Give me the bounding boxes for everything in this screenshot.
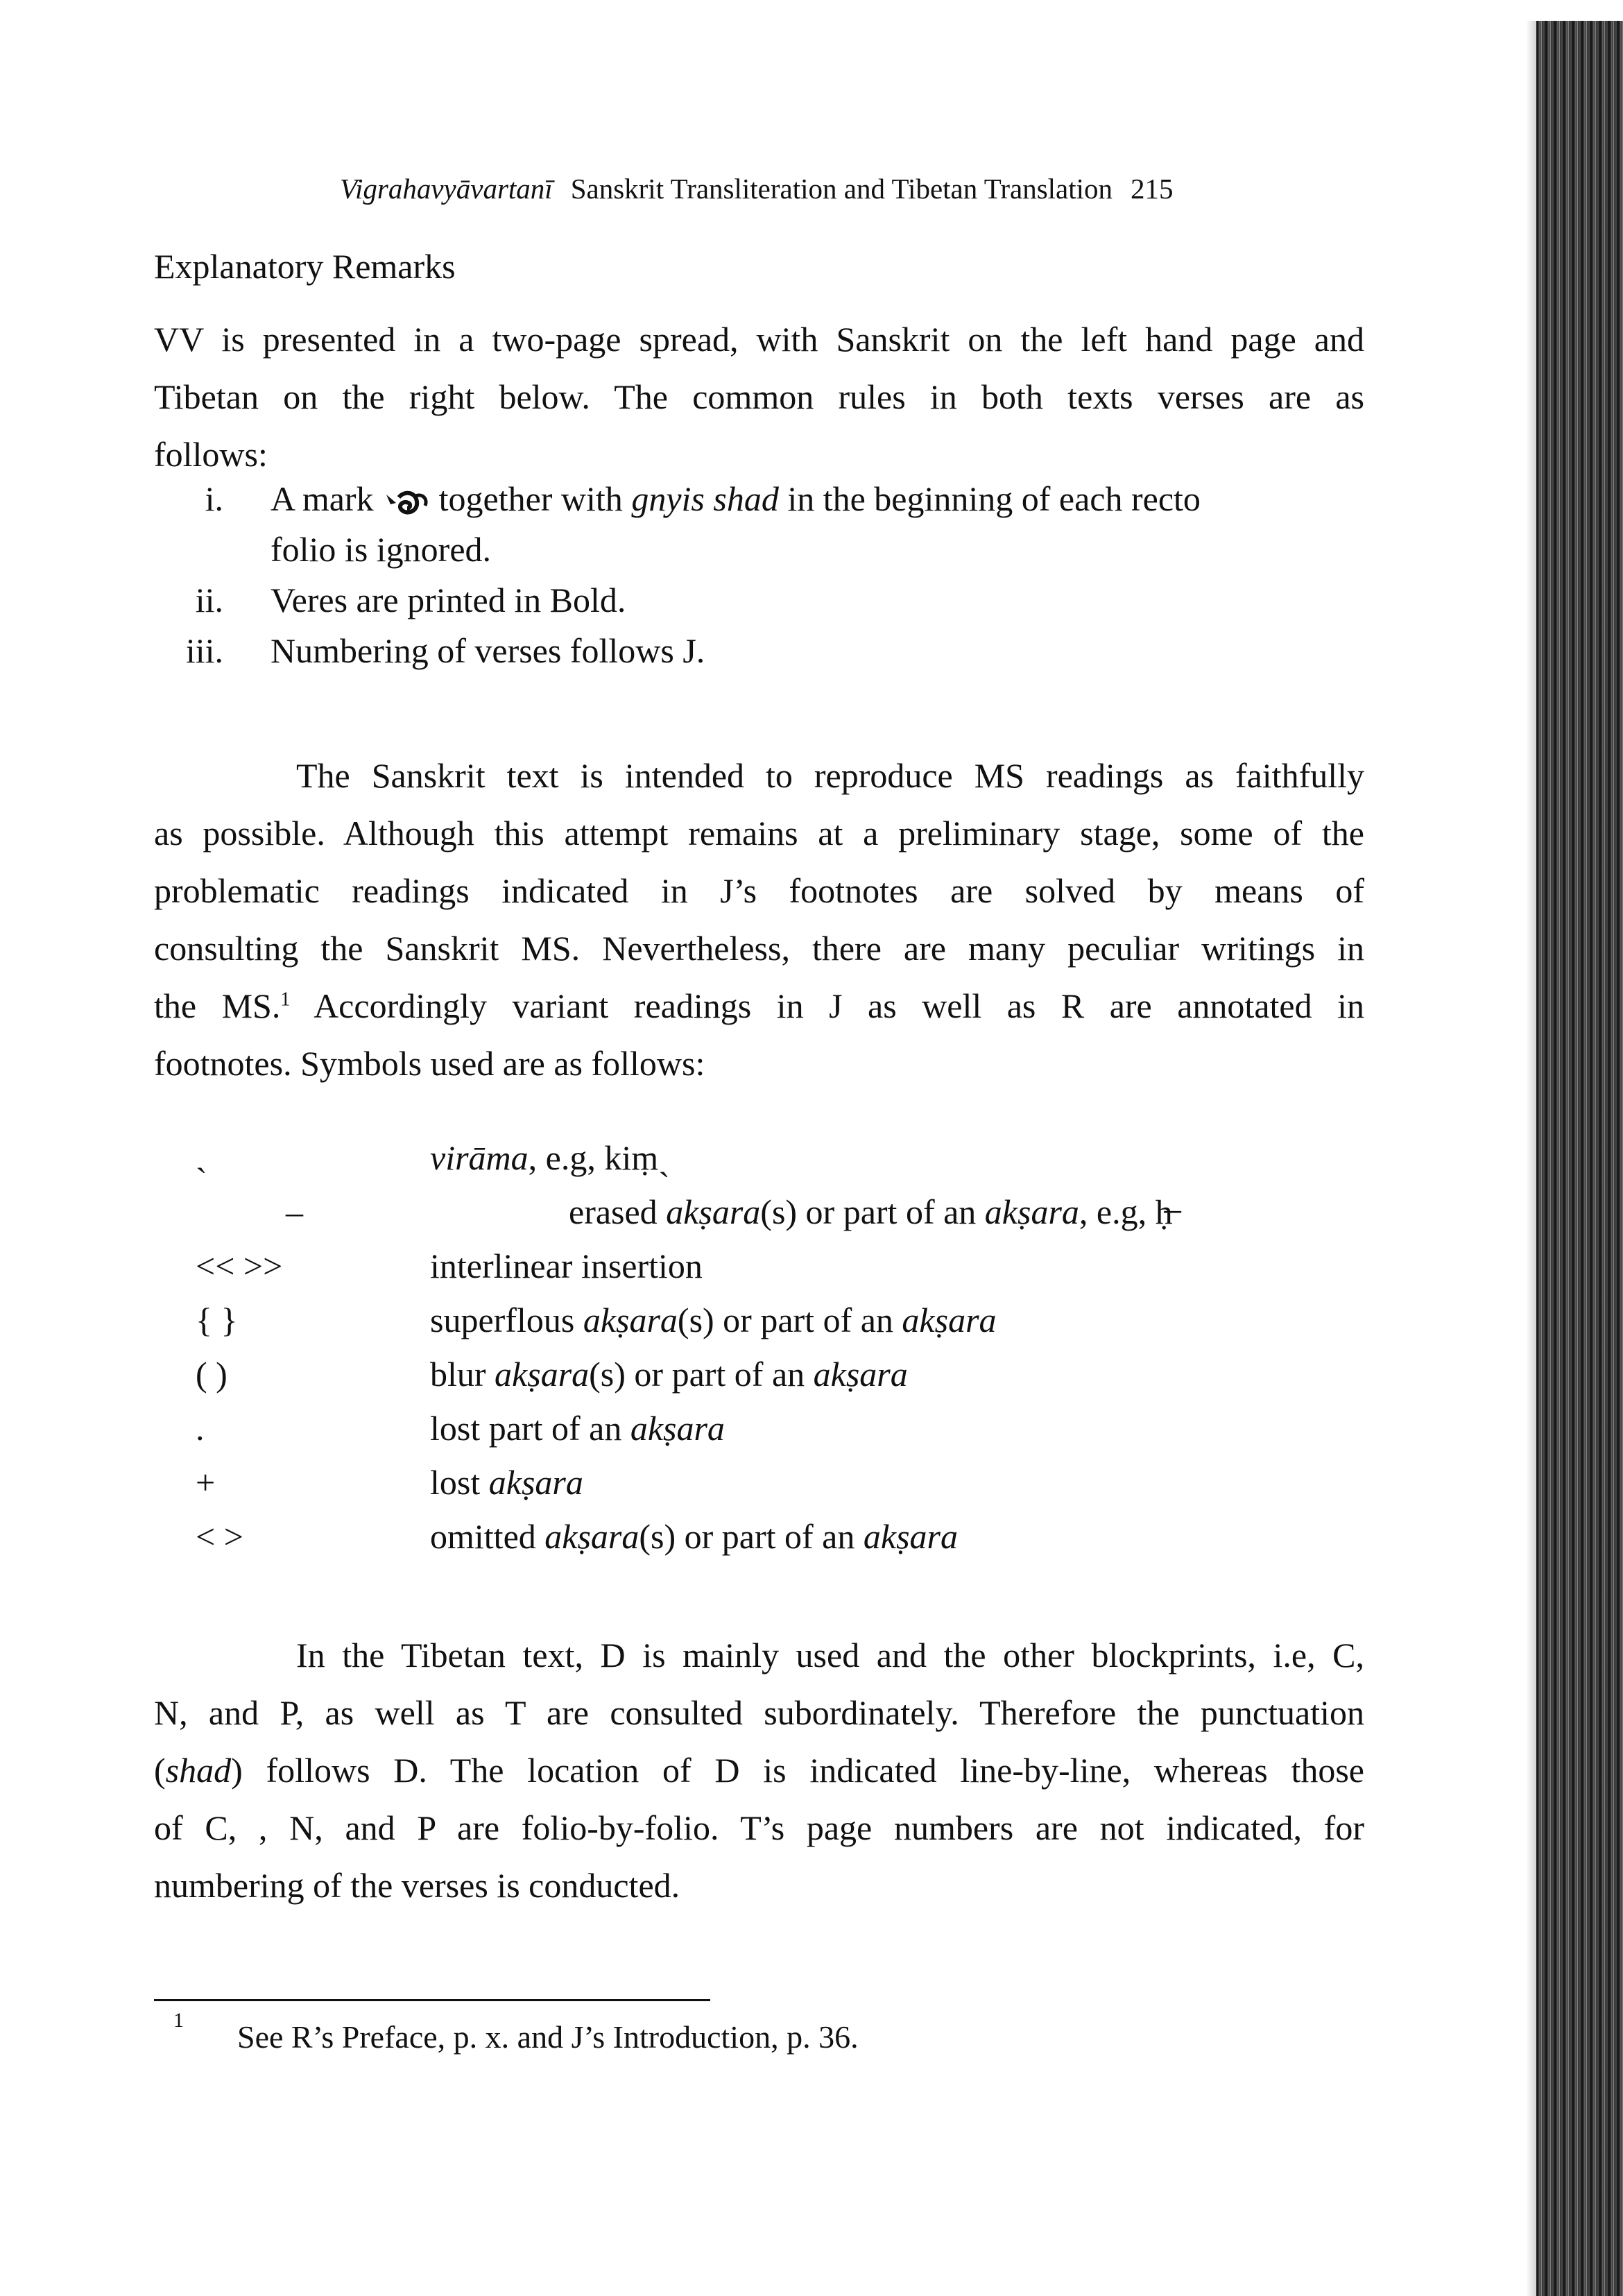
- sanskrit-line-4: consulting the Sanskrit MS. Nevertheless, there are many peculiar writings in: [154, 929, 1364, 968]
- list-item-number: ii.: [195, 581, 223, 619]
- tibetan-line-3-italic: shad: [165, 1751, 232, 1790]
- desc-text: (s) or part of an: [677, 1301, 902, 1339]
- tibetan-line-4: of C, , N, and P are folio-by-folio. T’s page numbers are not indicated, for: [154, 1808, 1364, 1847]
- rule-text-a: A mark: [270, 479, 374, 518]
- symbol-row: [154, 1134, 1364, 1192]
- running-head: [340, 172, 1311, 205]
- desc-italic-2: akṣara: [813, 1355, 908, 1394]
- symbol-description: [430, 1516, 958, 1557]
- desc-text: (s) or part of an: [760, 1192, 985, 1231]
- sanskrit-line-3: problematic readings indicated in J’s footnotes are solved by means of: [154, 871, 1364, 910]
- symbol: < >: [196, 1517, 243, 1556]
- symbol-row: [154, 1462, 1364, 1516]
- symbol: +: [196, 1463, 216, 1502]
- list-item-number: iii.: [185, 631, 223, 670]
- symbol: { }: [196, 1301, 238, 1339]
- tibetan-yig-mgo-mark-icon: [384, 489, 429, 517]
- intro-paragraph: [154, 311, 1364, 483]
- symbol-description: [430, 1300, 997, 1340]
- footnote-text: See R’s Preface, p. x. and J’s Introduction, p. 36.: [237, 2019, 859, 2055]
- desc-italic: akṣara: [630, 1409, 725, 1448]
- desc-pre: erased: [569, 1192, 667, 1231]
- symbol-row: [154, 1408, 1364, 1462]
- footnote-reference: 1: [280, 988, 291, 1011]
- tibetan-line-1: In the Tibetan text, D is mainly used and the other blockprints, i.e, C,: [296, 1636, 1364, 1674]
- symbol-description: [569, 1192, 1173, 1232]
- sanskrit-line-2: as possible. Although this attempt remains at a preliminary stage, some of the: [154, 814, 1364, 853]
- rule-text-c: in the beginning of each recto: [787, 479, 1201, 518]
- symbol-row: [154, 1246, 1364, 1300]
- sanskrit-line-6: footnotes. Symbols used are as follows:: [154, 1044, 705, 1083]
- sanskrit-line-5a: the MS.: [154, 986, 281, 1025]
- symbol-description: [430, 1354, 908, 1394]
- desc-italic-2: akṣara: [902, 1301, 997, 1339]
- symbol-row: [154, 1354, 1364, 1408]
- desc-text: , e.g, kiṃˎ: [528, 1138, 670, 1177]
- page-number: 215: [1131, 173, 1174, 205]
- symbol: ˎ: [196, 1134, 207, 1173]
- symbol-row: [154, 1192, 1364, 1246]
- rules-list: [154, 479, 1364, 681]
- book-spine-edge: [1536, 21, 1623, 2296]
- sanskrit-paragraph: [154, 747, 1364, 1093]
- symbol-description: interlinear insertion: [430, 1246, 703, 1285]
- symbol: << >>: [196, 1246, 283, 1285]
- rule-text-italic: gnyis shad: [631, 479, 779, 518]
- sanskrit-line-5b: Accordingly variant readings in J as well as R are annotated in: [290, 986, 1364, 1025]
- tibetan-line-5: numbering of the verses is conducted.: [154, 1866, 680, 1905]
- list-item-number: i.: [205, 479, 223, 518]
- list-item: [154, 580, 1364, 631]
- running-head-title: Vigrahavyāvartanī: [340, 173, 553, 205]
- desc-pre: lost part of an: [430, 1409, 630, 1448]
- sanskrit-line-1: The Sanskrit text is intended to reproduce MS readings as faithfully: [296, 756, 1364, 795]
- tibetan-line-3-rest: ) follows D. The location of D is indicated line-by-line, whereas those: [231, 1751, 1364, 1790]
- desc-pre: blur: [430, 1355, 495, 1394]
- symbol-description: [430, 1408, 725, 1448]
- running-head-subtitle: Sanskrit Transliteration and Tibetan Translation: [570, 173, 1113, 205]
- list-item: [154, 631, 1364, 681]
- desc-italic: virāma: [430, 1138, 529, 1177]
- desc-pre: lost: [430, 1463, 489, 1502]
- footnote-number: 1: [173, 2009, 184, 2032]
- symbol-description: [430, 1138, 670, 1178]
- desc-italic-2: akṣara: [984, 1192, 1079, 1231]
- desc-italic: akṣara: [488, 1463, 583, 1502]
- list-item: [154, 479, 1364, 580]
- intro-line-2: Tibetan on the right below. The common rules in both texts verses are as: [154, 377, 1364, 416]
- tibetan-paragraph: [154, 1627, 1364, 1914]
- intro-line-3: follows:: [154, 435, 268, 474]
- tibetan-line-2: N, and P, as well as T are consulted subordinately. Therefore the punctuation: [154, 1693, 1364, 1732]
- tibetan-line-3: [154, 1742, 1364, 1799]
- symbol-row: [154, 1300, 1364, 1354]
- footnote-separator: [154, 1999, 710, 2001]
- symbols-table: [154, 1134, 1364, 1570]
- desc-pre: superflous: [430, 1301, 583, 1339]
- list-item-text: [270, 479, 1201, 519]
- desc-italic-2: akṣara: [863, 1517, 958, 1556]
- desc-italic: akṣara: [583, 1301, 678, 1339]
- desc-post: , e.g, ḥ̶: [1079, 1192, 1173, 1231]
- symbol-row: [154, 1516, 1364, 1570]
- symbol: –: [286, 1192, 303, 1231]
- desc-text: (s) or part of an: [589, 1355, 814, 1394]
- section-heading: Explanatory Remarks: [154, 247, 456, 286]
- intro-line-1: VV is presented in a two-page spread, with Sanskrit on the left hand page and: [154, 320, 1364, 359]
- tibetan-line-3-open: (: [154, 1751, 166, 1790]
- list-item-text: Veres are printed in Bold.: [270, 581, 626, 619]
- desc-italic: akṣara: [666, 1192, 761, 1231]
- desc-text: (s) or part of an: [639, 1517, 864, 1556]
- sanskrit-line-5: [154, 977, 1364, 1035]
- desc-italic: akṣara: [544, 1517, 639, 1556]
- symbol: ( ): [196, 1355, 227, 1394]
- rule-text-b: together with: [438, 479, 623, 518]
- desc-italic: akṣara: [495, 1355, 590, 1394]
- symbol-description: [430, 1462, 583, 1502]
- page-gutter-shadow: [1526, 21, 1537, 2296]
- symbol: .: [196, 1409, 205, 1448]
- desc-pre: omitted: [430, 1517, 545, 1556]
- list-item-continuation: folio is ignored.: [270, 530, 492, 569]
- list-item-text: Numbering of verses follows J.: [270, 631, 705, 670]
